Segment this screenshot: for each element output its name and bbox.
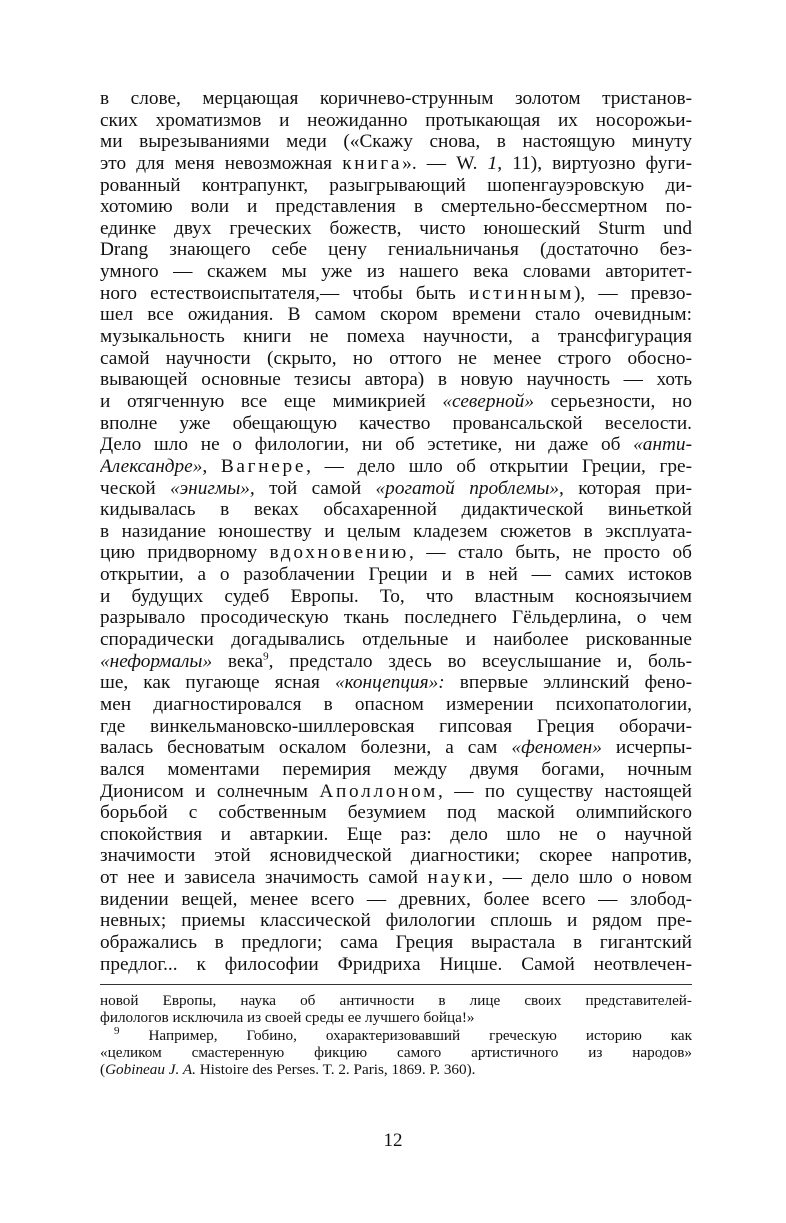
body-line: Александре», Вагнере, — дело шло об открытии Греции, гре-	[100, 455, 692, 477]
body-line: мен диагностировался в опасном измерении психопатологии,	[100, 693, 692, 715]
body-line: рованный контрапункт, разыгрывающий шопенгауэровскую ди-	[100, 174, 692, 196]
body-line: и отягченную все еще мимикрией «северной» серьезности, но	[100, 390, 692, 412]
body-line: где винкельмановско-шиллеровская гипсовая Греция оборачи-	[100, 715, 692, 737]
body-line: ше, как пугающе ясная «концепция»: впервые эллинский фено-	[100, 672, 692, 694]
body-line: самой научности (скрыто, но оттого не менее строго обосно-	[100, 347, 692, 369]
body-line: музыкальность книги не помеха научности, а трансфигурация	[100, 326, 692, 348]
body-line: шел все ожидания. В самом скором времени стало очевидным:	[100, 304, 692, 326]
italic-phrase: Александре»,	[100, 455, 208, 477]
footnote-continuation-line-1: новой Европы, наука об античности в лице своих представителей-	[100, 992, 692, 1010]
body-line: «неформалы» века$^9$, предстало здесь во всеуслышание и, боль-	[100, 650, 692, 672]
body-line: невных; приемы классической филологии сплошь и рядом пре-	[100, 910, 692, 932]
italic-phrase: «феномен»	[511, 737, 602, 759]
body-line: и будущих судеб Европы. То, что властным косноязычием	[100, 585, 692, 607]
footnote-9-author: Gobineau J. A.	[105, 1061, 196, 1079]
italic-phrase: 1,	[487, 152, 503, 174]
body-line: ских хроматизмов и неожиданно протыкающая их носорожьи-	[100, 109, 692, 131]
body-line: Дело шло не о филологии, ни об эстетике, ни даже об «анти-	[100, 434, 692, 456]
italic-phrase: «северной»	[442, 390, 534, 412]
footnote-reference[interactable]: 9	[263, 650, 269, 663]
body-line: спокойствия и автаркии. Еще раз: дело шло не о научной	[100, 823, 692, 845]
spaced-emphasis: вдохновению	[269, 542, 410, 564]
spaced-emphasis: истинным	[468, 282, 574, 304]
footnote-separator	[100, 984, 692, 985]
spaced-emphasis: науки	[427, 867, 489, 889]
body-line: это для меня невозможная книга». — W. 1, 11), виртуозно фуги-	[100, 152, 692, 174]
footnote-9-text-1: Например, Гобино, охарактеризовавший греческую историю как	[148, 1026, 692, 1044]
body-line: разрывало просодическую ткань последнего Гёльдерлина, о чем	[100, 607, 692, 629]
body-line: видении вещей, менее всего — древних, более всего — злобод-	[100, 888, 692, 910]
spaced-emphasis: книга	[342, 152, 403, 174]
body-line: борьбой с собственным безумием под маской олимпийского	[100, 802, 692, 824]
body-line: открытии, а о разоблачении Греции и в ней — самих истоков	[100, 564, 692, 586]
body-line: значимости этой ясновидческой диагностики; скорее напротив,	[100, 845, 692, 867]
body-line: вполне уже обещающую качество провансальской веселости.	[100, 412, 692, 434]
body-line: ми вырезываниями меди («Скажу снова, в настоящую минуту	[100, 131, 692, 153]
body-line: ного естествоиспытателя,— чтобы быть истинным), — превзо-	[100, 282, 692, 304]
body-line: хотомию воли и представления в смертельно-бессмертном по-	[100, 196, 692, 218]
body-line: валась бесноватым оскалом болезни, а сам «феномен» исчерпы-	[100, 737, 692, 759]
italic-phrase: «неформалы»	[100, 650, 213, 672]
body-line: в слове, мерцающая коричнево-струнным золотом тристанов-	[100, 88, 692, 109]
body-line: вался моментами перемирия между двумя богами, ночным	[100, 758, 692, 780]
footnotes	[100, 992, 692, 1078]
body-line: умного — скажем мы уже из нашего века словами авторитет-	[100, 261, 692, 283]
body-line: Дионисом и солнечным Аполлоном, — по существу настоящей	[100, 780, 692, 802]
main-text	[100, 88, 692, 975]
footnote-9-source: Histoire des Perses. T. 2. Paris, 1869. P. 360).	[195, 1061, 476, 1079]
body-line: вывающей основные тезисы автора) в новую научность — хоть	[100, 369, 692, 391]
page	[100, 88, 692, 1078]
italic-phrase: «энигмы»,	[170, 477, 255, 499]
footnote-9-line-3: (Gobineau J. A. Histoire des Perses. T. 2. Paris, 1869. P. 360).	[100, 1061, 476, 1079]
footnote-9-marker: 9	[114, 1026, 120, 1037]
italic-phrase: «рогатой проблемы»,	[375, 477, 564, 499]
body-line: ображались в предлоги; сама Греция вырастала в гигантский	[100, 931, 692, 953]
body-line: Drang знающего себе цену гениальничанья (достаточно без-	[100, 239, 692, 261]
body-line: ческой «энигмы», той самой «рогатой проблемы», которая при-	[100, 477, 692, 499]
page-number: 12	[383, 1130, 403, 1151]
body-line: в назидание юношеству и целым кладезем сюжетов в эксплуата-	[100, 520, 692, 542]
footnote-9-line-2: «целиком смастеренную фикцию самого артистичного из народов»	[100, 1043, 692, 1061]
italic-phrase: «концепция»:	[334, 672, 445, 694]
body-line: цию придворному вдохновению, — стало быть, не просто об	[100, 542, 692, 564]
body-line: единке двух греческих божеств, чисто юношеский Sturm und	[100, 217, 692, 239]
body-line: предлог... к философии Фридриха Ницше. Самой неотвлечен-	[100, 953, 692, 975]
footnote-9-line-1	[100, 1027, 692, 1044]
spaced-emphasis: Вагнере	[220, 455, 307, 477]
spaced-emphasis: Аполлоном	[319, 780, 439, 802]
body-line: от нее и зависела значимость самой науки, — дело шло о новом	[100, 867, 692, 889]
body-line: кидывалась в веках обсахаренной дидактической виньеткой	[100, 499, 692, 521]
body-line: спорадически догадывались отдельные и наиболее рискованные	[100, 629, 692, 651]
italic-phrase: «анти-	[633, 434, 692, 456]
footnote-continuation-line-2: филологов исключила из своей среды ее лучшего бойца!»	[100, 1009, 475, 1027]
